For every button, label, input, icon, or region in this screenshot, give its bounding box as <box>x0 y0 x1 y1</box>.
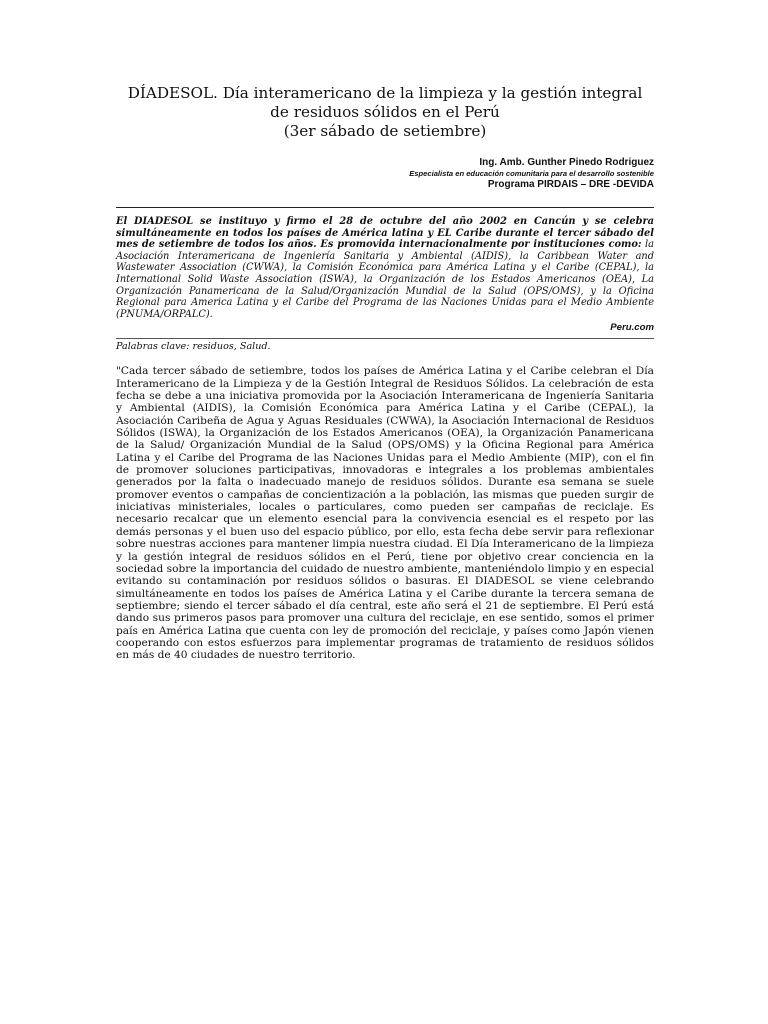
keywords: Palabras clave: residuos, Salud. <box>116 341 271 353</box>
abstract <box>116 216 654 320</box>
title-line-1: DÍADESOL. Día interamericano de la limpieza y la gestión integral <box>127 84 643 102</box>
document-page <box>116 84 654 662</box>
body-paragraph: "Cada tercer sábado de setiembre, todos los países de América Latina y el Caribe celebran el Día Interamericano de la Limpieza y de la Gestión Integral de Residuos Sólidos. La celebración de esta fecha se debe a una iniciativa promovida por la Asociación Interamericana de Ingeniería Sanitaria y Ambiental (AIDIS), la Comisión Económica para América Latina y el Caribe (CEPAL), la Asociación Caribeña de Agua y Aguas Residuales (CWWA), la Asociación Internacional de Residuos Sólidos (ISWA), la Organización de los Estados Americanos (OEA), la Organización Panamericana de la Salud/ Organización Mundial de la Salud (OPS/OMS) y la Oficina Regional para América Latina y el Caribe del Programa de las Naciones Unidas para el Medio Ambiente (MIP), con el fin de promover soluciones participativas, innovadoras e integrales a los problemas ambientales generados por la falta o inadecuado manejo de residuos sólidos. Durante esa semana se suele promover eventos o campañas de concientización a la población, las mismas que pueden surgir de iniciativas ministeriales, locales o particulares, como pueden ser campañas de reciclaje. Es necesario recalcar que un elemento esencial para la convivencia esencial es el respeto por las demás personas y el buen uso del espacio público, por ello, esta fecha debe servir para reflexionar sobre nuestras acciones para mantener limpia nuestra ciudad. El Día Interamericano de la limpieza y la gestión integral de residuos sólidos en el Perú, tiene por objetivo crear conciencia en la sociedad sobre la importancia del cuidado de nuestro ambiente, manteniéndolo limpio y en especial evitando su contaminación por residuos sólidos o basuras. El DIADESOL se viene celebrando simultáneamente en todos los países de América Latina y el Caribe durante la tercera semana de septiembre; siendo el tercer sábado el día central, este año será el 21 de septiembre. El Perú está dando sus primeros pasos para promover una cultura del reciclaje, en ese sentido, somos el primer país en América Latina que cuenta con ley de promoción del reciclaje, y países como Japón vienen cooperando con estos esfuerzos para implementar programas de tratamiento de residuos sólidos en más de 40 ciudades de nuestro territorio. <box>116 365 655 662</box>
abstract-source: Peru.com <box>610 322 654 334</box>
author-name: Ing. Amb. Gunther Pinedo Rodriguez <box>479 157 654 168</box>
document-title <box>116 84 654 141</box>
abstract-top-divider <box>116 207 654 208</box>
abstract-bottom-divider <box>116 338 654 339</box>
author-role: Especialista en educación comunitaria para el desarrollo sostenible <box>409 169 654 178</box>
author-program: Programa PIRDAIS – DRE -DEVIDA <box>487 179 654 190</box>
abstract-rest: la Asociación Interamericana de Ingeniería Sanitaria y Ambiental (AIDIS), la Caribbean Water and Wastewater Association (CWWA), la Comisión Económica para América Latina y el Caribe (CEPAL), la International Solid Waste Association (ISWA), la Organización de los Estados Americanos (OEA), La Organización Panamericana de la Salud/Organización Mundial de la Salud (OPS/OMS), y la Oficina Regional para America Latina y el Caribe del Programa de las Naciones Unidas para el Medio Ambiente (PNUMA/ORPALC). <box>116 239 654 320</box>
title-line-3: (3er sábado de setiembre) <box>283 122 487 140</box>
author-block <box>116 157 654 191</box>
abstract-lead: El DIADESOL se instituyo y firmo el 28 de octubre del año 2002 en Cancún y se celebra simultáneamente en todos los países de América latina y EL Caribe durante el tercer sábado del mes de setiembre de todos los años. Es promovida internacionalmente por instituciones como: <box>116 216 654 251</box>
title-line-2: de residuos sólidos en el Perú <box>270 103 500 121</box>
